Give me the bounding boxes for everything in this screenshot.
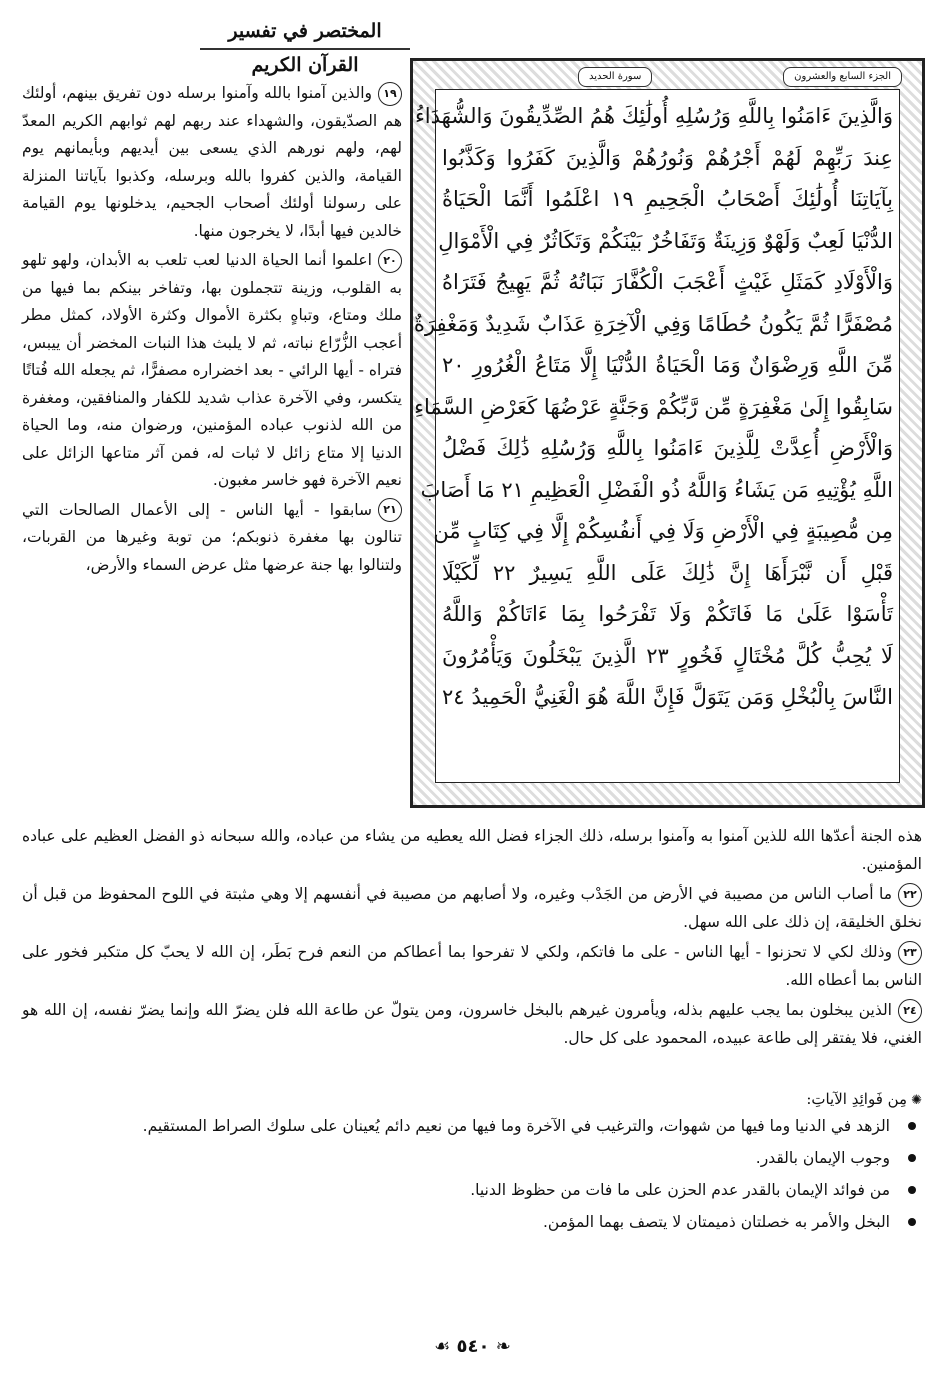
tafsir-paragraph-22 — [22, 880, 922, 936]
book-title: المختصر في تفسير القرآن الكريم — [228, 20, 382, 76]
page-number-text: ٥٤٠ — [456, 1336, 490, 1357]
ornament-right-icon: ☙ — [434, 1336, 457, 1357]
verse-number-badge: ٢٠ — [378, 249, 402, 273]
verse-line: اللَّهِ يُؤْتِيهِ مَن يَشَاءُ وَاللَّهُ ذُو الْفَضْلِ الْعَظِيمِ ٢١ مَا أَصَابَ — [420, 477, 893, 502]
benefit-text: من فوائد الإيمان بالقدر عدم الحزن على ما فات من حظوظ الدنيا. — [470, 1181, 890, 1199]
verse-line: عِندَ رَبِّهِمْ لَهُمْ أَجْرُهُمْ وَنُورُهُمْ وَالَّذِينَ كَفَرُوا وَكَذَّبُوا — [442, 145, 893, 170]
verse-number-badge: ٢١ — [378, 498, 402, 522]
tafsir-text: الذين يبخلون بما يجب عليهم بذله، ويأمرون غيرهم بالبخل خاسرون، ومن يتولّ عن طاعة الله فلن يضرّ الله وإنما يضرّ نفسه، إن الله هو الغني، فلا يفتقر إلى طاعة عبيده، المحمود على كل حال. — [22, 1001, 922, 1047]
verse-number-badge: ٢٣ — [898, 941, 922, 965]
ornament-left-icon: ❧ — [489, 1336, 511, 1357]
tafsir-paragraph-20 — [22, 247, 402, 495]
surah-label: سورة الحديد — [578, 67, 652, 87]
ornament-icon: ✺ — [911, 1093, 922, 1108]
tafsir-text: سابقوا - أيها الناس - إلى الأعمال الصالحات التي تنالون بها مغفرة ذنوبكم؛ من توبة وغيرها من القربات، ولتنالوا بها جنة عرضها مثل عرض السماء والأرض، — [22, 500, 402, 574]
tafsir-text: ما أصاب الناس من مصيبة في الأرض من الجَدْب وغيره، ولا أصابهم من مصيبة في أنفسهم إلا وهي مثبتة في اللوح المحفوظ من قبل أن نخلق الخليقة، إن ذلك على الله سهل. — [22, 885, 922, 931]
verse-number-badge: ٢٤ — [898, 999, 922, 1023]
verse-number-badge: ١٩ — [378, 82, 402, 106]
benefit-item — [22, 1144, 922, 1172]
verse-line: الدُّنْيَا لَعِبٌ وَلَهْوٌ وَزِينَةٌ وَتَفَاخُرٌ بَيْنَكُمْ وَتَكَاثُرٌ فِي الْأَمْوَالِ — [438, 228, 893, 253]
benefits-title: مِن فَوائِدِ الآياتِ: — [806, 1090, 908, 1108]
verse-line: قَبْلِ أَن نَّبْرَأَهَا إِنَّ ذَٰلِكَ عَلَى اللَّهِ يَسِيرٌ ٢٢ لِّكَيْلَا — [442, 560, 893, 585]
juz-label: الجزء السابع والعشرون — [783, 67, 902, 87]
verse-line: وَالْأَوْلَادِ كَمَثَلِ غَيْثٍ أَعْجَبَ الْكُفَّارَ نَبَاتُهُ ثُمَّ يَهِيجُ فَتَرَاهُ — [442, 270, 893, 294]
tafsir-paragraph-23 — [22, 938, 922, 994]
tafsir-text: وذلك لكي لا تحزنوا - أيها الناس - على ما فاتكم، ولكي لا تفرحوا بما أعطاكم من النعم فرح بَطَر، إن الله لا يحبّ كل متكبر فخور على الناس بما أعطاه الله. — [22, 943, 922, 989]
verse-line: سَابِقُوا إِلَىٰ مَغْفِرَةٍ مِّن رَّبِّكُمْ وَجَنَّةٍ عَرْضُهَا كَعَرْضِ السَّمَاءِ — [414, 394, 893, 419]
benefit-item — [22, 1112, 922, 1140]
bullet-icon — [908, 1218, 916, 1226]
bullet-icon — [908, 1186, 916, 1194]
verse-line: مِن مُّصِيبَةٍ فِي الْأَرْضِ وَلَا فِي أَنفُسِكُمْ إِلَّا فِي كِتَابٍ مِّن — [433, 519, 893, 543]
tafsir-paragraph-21 — [22, 497, 402, 580]
tafsir-paragraph-19 — [22, 80, 402, 245]
bullet-icon — [908, 1154, 916, 1162]
bullet-icon — [908, 1122, 916, 1130]
verse-line: مُصْفَرًّا ثُمَّ يَكُونُ حُطَامًا وَفِي الْآخِرَةِ عَذَابٌ شَدِيدٌ وَمَغْفِرَةٌ — [413, 311, 893, 336]
verse-line: بِآيَاتِنَا أُولَٰئِكَ أَصْحَابُ الْجَحِيمِ ١٩ اعْلَمُوا أَنَّمَا الْحَيَاةُ — [442, 187, 893, 211]
tafsir-paragraph-24 — [22, 996, 922, 1052]
verse-line: لَا يُحِبُّ كُلَّ مُخْتَالٍ فَخُورٍ ٢٣ الَّذِينَ يَبْخَلُونَ وَيَأْمُرُونَ — [442, 643, 893, 668]
benefit-item — [22, 1176, 922, 1204]
verse-line: وَالَّذِينَ ءَامَنُوا بِاللَّهِ وَرُسُلِهِ أُولَٰئِكَ هُمُ الصِّدِّيقُونَ وَالشُّهَدَاءُ — [414, 104, 893, 128]
verse-panel — [413, 89, 900, 783]
benefit-text: البخل والأمر به خصلتان ذميمتان لا يتصف بهما المؤمن. — [542, 1213, 890, 1231]
verse-lines — [413, 96, 893, 719]
page-number — [400, 1336, 545, 1357]
book-header — [200, 14, 410, 76]
benefit-text: الزهد في الدنيا وما فيها من شهوات، والترغيب في الآخرة وما فيها من نعيم دائم يُعينان على سلوك الصراط المستقيم. — [142, 1117, 890, 1135]
tafsir-text: والذين آمنوا بالله وآمنوا برسله دون تفريق بينهم، أولئك هم الصدّيقون، والشهداء عند ربهم لهم ثوابهم الكريم المعدّ لهم، ولهم نورهم الذي يسعى بين أيديهم وبأيمانهم يوم القيامة، والذين كفروا بالله وبرسله، وكذبوا بآياتنا المنزلة على رسولنا أولئك أصحاب الجحيم، يدخلونها يوم القيامة خالدين فيها أبدًا، لا يخرجون منها. — [22, 84, 402, 240]
quran-frame — [410, 58, 925, 808]
verse-line: مِّنَ اللَّهِ وَرِضْوَانٌ وَمَا الْحَيَاةُ الدُّنْيَا إِلَّا مَتَاعُ الْغُرُورِ ٢٠ — [442, 353, 893, 377]
verse-line: النَّاسَ بِالْبُخْلِ وَمَن يَتَوَلَّ فَإِنَّ اللَّهَ هُوَ الْغَنِيُّ الْحَمِيدُ ٢٤ — [442, 685, 893, 709]
tafsir-full-width — [22, 822, 922, 1054]
benefits-heading — [22, 1090, 922, 1108]
tafsir-column — [22, 80, 402, 581]
tafsir-paragraph-21-continued: هذه الجنة أعدّها الله للذين آمنوا به وآمنوا برسله، ذلك الجزاء فضل الله يعطيه من يشاء من عباده، والله سبحانه ذو الفضل العظيم على عباده المؤمنين. — [22, 827, 922, 873]
verse-number-badge: ٢٢ — [898, 883, 922, 907]
verse-line: تَأْسَوْا عَلَىٰ مَا فَاتَكُمْ وَلَا تَفْرَحُوا بِمَا ءَاتَاكُمْ وَاللَّهُ — [442, 602, 893, 626]
verse-line: وَالْأَرْضِ أُعِدَّتْ لِلَّذِينَ ءَامَنُوا بِاللَّهِ وَرُسُلِهِ ذَٰلِكَ فَضْلُ — [442, 436, 893, 460]
benefit-text: وجوب الإيمان بالقدر. — [755, 1149, 890, 1167]
benefit-item — [22, 1208, 922, 1236]
benefits-section — [22, 1090, 922, 1240]
tafsir-text: اعلموا أنما الحياة الدنيا لعب تلعب به الأبدان، ولهو تلهو به القلوب، وزينة تتجملون بها، وتفاخر بينكم بما فيها من ملك ومتاع، وتباهٍ بكثرة الأموال وكثرة الأولاد، كمثل مطر أعجب الزُّرّاع نباته، ثم لا يلبث هذا النبات المخضر أن ييبس، فتراه - أيها الرائي - بعد اخضراره مصفرًّا، ثم يجعله الله فُتاتًا يتكسر، وفي الآخرة عذاب شديد للكفار والمنافقين، ومغفرة من الله لذنوب عباده المؤمنين، ورضوان منه، وما الحياة الدنيا إلا متاع زائل لا ثبات له، فمن آثر متاعها الزائل على نعيم الآخرة فهو خاسر مغبون. — [22, 251, 402, 489]
